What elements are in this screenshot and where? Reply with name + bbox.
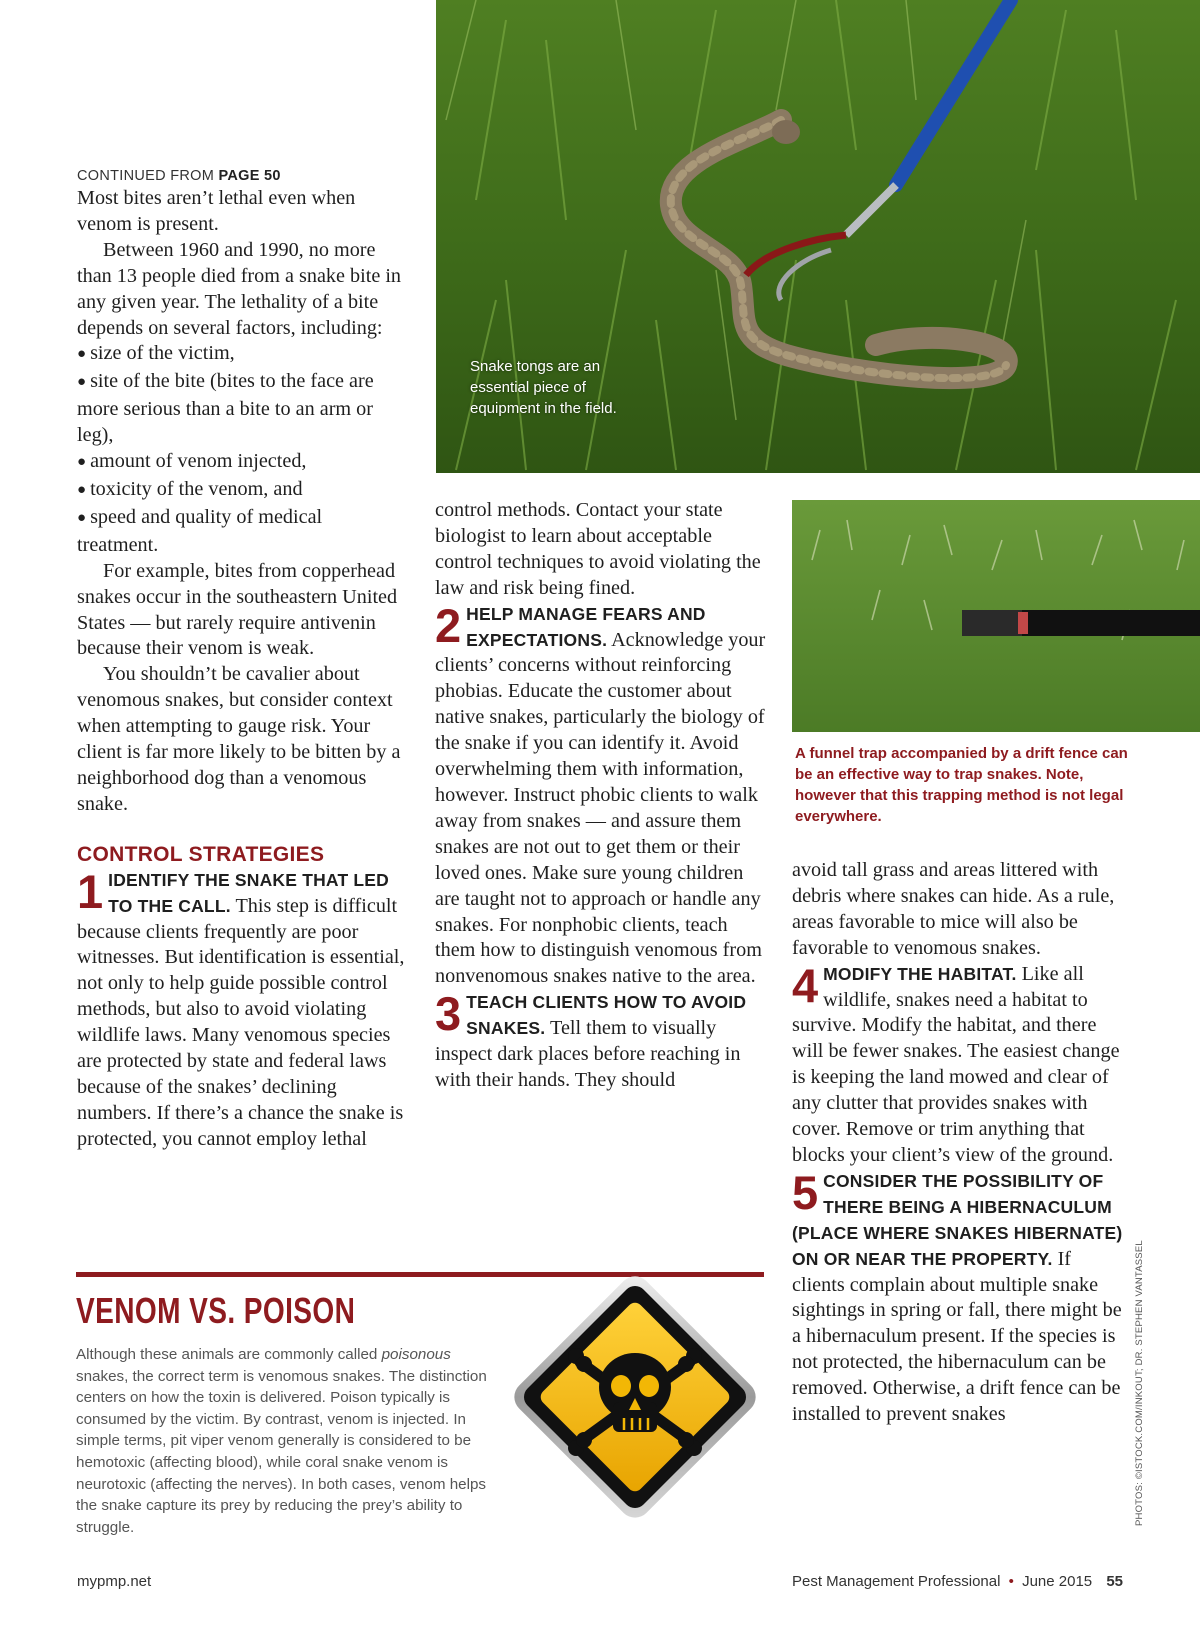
step-5: [792, 1165, 1128, 1428]
footer-publication: [792, 1573, 1123, 1590]
bullet-item: ● toxicity of the venom, and: [77, 477, 407, 505]
funnel-trap-photo: [792, 500, 1200, 732]
sidebar-text-part: Although these animals are commonly called: [76, 1346, 382, 1363]
continued-from: [77, 166, 407, 186]
footer-page-number: 55: [1106, 1573, 1123, 1590]
bullet-item: ● speed and quality of medical treatment.: [77, 505, 407, 559]
step-text: Acknowledge your clients’ concerns without reinforcing phobias. Educate the customer about native snakes, particularly the biology of the snake if you can identify it. Avoid overwhelming them with information, however. Instruct phobic clients to walk away from snakes — and assure them snakes are not out to get them or their loved ones. Make sure young children are taught not to approach or handle any snakes. For nonphobic clients, teach them how to distinguish venomous from nonvenomous snakes native to the area.: [435, 628, 766, 988]
photo-credit: PHOTOS: ©ISTOCK.COM/INKOUT; DR. STEPHEN VANTASSEL: [1134, 1240, 1145, 1526]
bullet-item: ● size of the victim,: [77, 341, 407, 369]
column-1: [77, 166, 407, 1153]
sidebar-text-italic: poisonous: [381, 1346, 451, 1363]
step-text: Like all wildlife, snakes need a habitat to survive. Modify the habitat, and there will be fewer snakes. The easiest change is keeping the land mowed and clear of any clutter that provides snakes with cover. Remove or trim anything that blocks your client’s view of the ground.: [792, 962, 1120, 1166]
sidebar-text: [76, 1344, 496, 1538]
paragraph: Between 1960 and 1990, no more than 13 people died from a snake bite in any given year. The lethality of a bite depends on several factors, including:: [77, 238, 402, 339]
column-3: [792, 858, 1128, 1428]
step-lead: MODIFY THE HABITAT.: [823, 963, 1017, 984]
paragraph: avoid tall grass and areas littered with debris where snakes can hide. As a rule, areas favorable to mice will also be favorable to venomous snakes.: [792, 859, 1115, 959]
step-number: 1: [77, 864, 104, 918]
step-number: 5: [792, 1165, 819, 1219]
tongs-caption: Snake tongs are an essential piece of equipment in the field.: [470, 358, 617, 417]
paragraph: For example, bites from copperhead snakes occur in the southeastern United States — but rarely require antivenin because their venom is weak.: [77, 559, 398, 660]
continued-label: CONTINUED FROM: [77, 168, 215, 184]
sidebar-text-part: snakes, the correct term is venomous snakes. The distinction centers on how the toxin is delivered. Poison typically is consumed by the victim. By contrast, venom is injected. In simple terms, pit viper venom generally is considered to be hemotoxic (affecting blood), while coral snake venom is neurotoxic (affecting the nerves). In both cases, venom helps the snake capture its prey by reducing the prey’s ability to struggle.: [76, 1367, 487, 1536]
step-4: [792, 958, 1128, 1169]
footer-issue: June 2015: [1022, 1573, 1093, 1590]
step-1: [77, 864, 407, 1153]
step-2: [435, 598, 769, 991]
step-lead: TEACH CLIENTS HOW TO AVOID SNAKES.: [466, 992, 747, 1039]
step-number: 3: [435, 987, 462, 1041]
sidebar-title: VENOM VS. POISON: [76, 1290, 356, 1331]
step-3: [435, 987, 769, 1094]
section-heading: CONTROL STRATEGIES: [77, 842, 325, 866]
step-lead: IDENTIFY THE SNAKE THAT LED TO THE CALL.: [108, 869, 390, 916]
footer-bullet: •: [1008, 1573, 1014, 1590]
bullet-item: ● site of the bite (bites to the face are more serious than a bite to an arm or leg),: [77, 369, 407, 449]
step-lead: CONSIDER THE POSSIBILITY OF THERE BEING A HIBERNACULUM (PLACE WHERE SNAKES HIBERNATE) ON OR NEAR THE PROPERTY.: [792, 1170, 1123, 1269]
column-2: [435, 498, 769, 1094]
footer-site: mypmp.net: [77, 1573, 152, 1590]
paragraph: Most bites aren’t lethal even when venom is present.: [77, 187, 356, 235]
step-lead: HELP MANAGE FEARS AND EXPECTATIONS.: [466, 603, 706, 650]
skull-warning-icon: [500, 1262, 770, 1532]
step-number: 2: [435, 598, 462, 652]
step-text: Tell them to visually inspect dark places before reaching in with their hands. They should: [435, 1017, 741, 1091]
footer-magazine: Pest Management Professional: [792, 1573, 1001, 1590]
paragraph: control methods. Contact your state biologist to learn about acceptable control techniques to avoid violating the law and risk being fined.: [435, 499, 761, 599]
bullet-item: ● amount of venom injected,: [77, 449, 407, 477]
step-number: 4: [792, 958, 819, 1012]
trap-caption: A funnel trap accompanied by a drift fence can be an effective way to trap snakes. Note, however that this trapping method is not legal everywhere.: [795, 745, 1128, 825]
step-text: This step is difficult because clients frequently are poor witnesses. But identification is essential, not only to help guide possible control methods, but also to avoid violating wildlife laws. Many venomous species are protected by state and federal laws because of the snakes’ declining numbers. If there’s a chance the snake is protected, you cannot employ lethal: [77, 894, 405, 1150]
step-text: If clients complain about multiple snake sightings in spring or fall, there might be a hibernaculum present. If the species is not protected, the hibernaculum can be removed. Otherwise, a drift fence can be installed to prevent snakes: [792, 1247, 1122, 1426]
paragraph: You shouldn’t be cavalier about venomous snakes, but consider context when attempting to gauge risk. Your client is far more likely to be bitten by a neighborhood dog than a venomous snake.: [77, 663, 401, 815]
continued-page: PAGE 50: [218, 168, 281, 184]
